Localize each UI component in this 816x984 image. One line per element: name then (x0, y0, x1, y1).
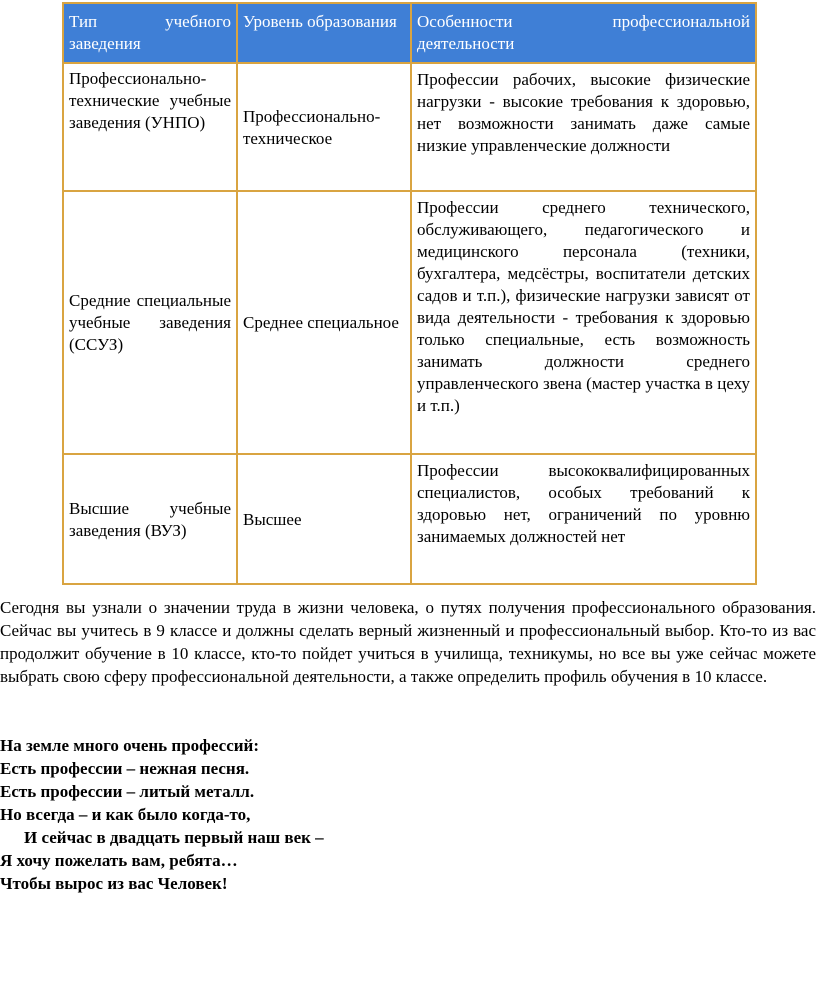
poem-line: И сейчас в двадцать первый наш век – (24, 828, 324, 847)
table-header-row (63, 3, 756, 63)
poem-line: Но всегда – и как было когда-то, (0, 805, 251, 824)
cell-level: Высшее (237, 454, 411, 584)
poem-line: Есть профессии – нежная песня. (0, 759, 250, 778)
header-cell-level (237, 3, 411, 63)
header-cell-type (63, 3, 237, 63)
poem (0, 734, 816, 895)
poem-line: Чтобы вырос из вас Человек! (0, 874, 228, 893)
education-table (62, 2, 757, 585)
cell-level: Среднее специальное (237, 191, 411, 454)
poem-line: Есть профессии – литый металл. (0, 782, 255, 801)
table-row (63, 191, 756, 454)
poem-line: Я хочу пожелать вам, ребята… (0, 851, 238, 870)
cell-features: Профессии среднего технического, обслуживающего, педагогического и медицинского персонала (техники, бухгалтера, медсёстры, воспитатели детских садов и т.п.), физические нагрузки зависят от вида деятельности - требования к здоровью только специальные, есть возможность занимать должности среднего управленческого звена (мастер участка в цеху и т.п.) (411, 191, 756, 454)
summary-paragraph: Сегодня вы узнали о значении труда в жизни человека, о путях получения профессионального образования. Сейчас вы учитесь в 9 классе и должны сделать верный жизненный и профессиональный выбор. Кто-то из вас продолжит обучение в 10 классе, кто-то пойдет учиться в училища, техникумы, но все вы уже сейчас можете выбрать свою сферу профессиональной деятельности, а также определить профиль обучения в 10 классе. (0, 598, 816, 686)
header-type-label: Тип учебного заведения (69, 12, 231, 53)
cell-level: Профессионально-техническое (237, 63, 411, 191)
cell-features: Профессии высококвалифицированных специалистов, особых требований к здоровью нет, ограничений по уровню занимаемых должностей нет (411, 454, 756, 584)
header-features-label: Особенности профессиональной деятельности (417, 12, 750, 53)
header-level-label: Уровень образования (243, 12, 397, 31)
table-row (63, 454, 756, 584)
cell-features: Профессии рабочих, высокие физические нагрузки - высокие требования к здоровью, нет возможности занимать даже самые низкие управленческие должности (411, 63, 756, 191)
header-cell-features (411, 3, 756, 63)
cell-type: Высшие учебные заведения (ВУЗ) (63, 454, 237, 584)
cell-type: Средние специальные учебные заведения (ССУЗ) (63, 191, 237, 454)
cell-type: Профессионально-технические учебные заведения (УНПО) (63, 63, 237, 191)
poem-line: На земле много очень профессий: (0, 736, 260, 755)
table-row (63, 63, 756, 191)
